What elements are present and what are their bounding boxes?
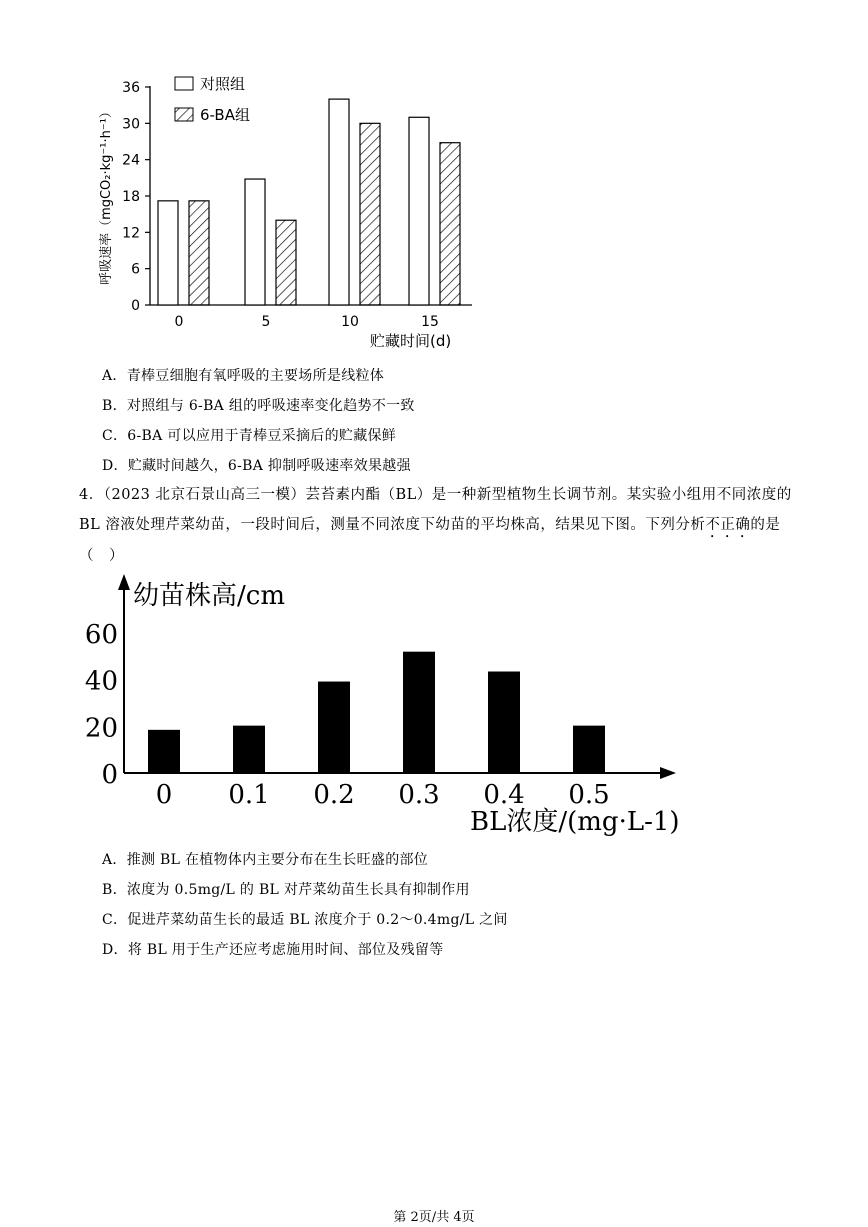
respiration-chart-ylabel: 呼吸速率（mgCO₂·kg⁻¹·h⁻¹） [99,105,114,285]
seedling-bar [233,726,265,773]
seedling-chart-xlabel: BL浓度/(mg·L-1) [470,807,680,837]
seedling-xtick-label: 0.2 [313,780,355,810]
respiration-xtick-label: 10 [341,314,359,330]
respiration-xtick-label: 5 [261,314,271,330]
seedling-ytick-label: 40 [84,666,118,697]
seedling-bar [488,672,520,774]
seedling-bar [148,730,180,773]
seedling-ytick-label: 0 [101,760,118,790]
seedling-bar [403,652,435,773]
seedling-xtick-label: 0 [155,780,173,810]
seedling-bar [318,682,350,773]
seedling-ytick-label: 60 [84,620,118,650]
seedling-xtick-label: 0.1 [228,780,270,810]
q4-option-b: B．浓度为 0.5mg/L 的 BL 对芹菜幼苗生长具有抑制作用 [102,882,470,898]
respiration-ytick-label: 6 [131,261,140,278]
q4-stem-emphasis: 不正确 [705,517,751,533]
respiration-chart-xlabel: 贮藏时间(d) [370,332,452,350]
respiration-ytick-label: 18 [122,189,140,205]
page-footer: 第 2页/共 4页 [393,1210,475,1225]
q4-option-c: C．促进芹菜幼苗生长的最适 BL 浓度介于 0.2～0.4mg/L 之间 [102,912,508,928]
q3-option-d: D．贮藏时间越久，6-BA 抑制呼吸速率效果越强 [102,458,411,474]
q3-option-c: C．6-BA 可以应用于青棒豆采摘后的贮藏保鲜 [102,428,397,444]
q4-option-d: D．将 BL 用于生产还应考虑施用时间、部位及残留等 [102,942,444,958]
seedling-xtick-label: 0.4 [483,780,525,810]
seedling-xtick-label: 0.3 [398,780,440,810]
seedling-xtick-label: 0.5 [568,780,610,810]
q3-option-a: A．青棒豆细胞有氧呼吸的主要场所是线粒体 [102,368,385,384]
q4-stem-end: 的是 [750,517,781,533]
respiration-ytick-label: 0 [131,298,140,314]
legend-label-control: 对照组 [200,75,246,93]
respiration-xtick-label: 15 [421,314,439,330]
respiration-xtick-label: 0 [174,314,184,330]
respiration-ytick-label: 12 [122,225,140,242]
q4-option-a: A．推测 BL 在植物体内主要分布在生长旺盛的部位 [102,852,429,868]
respiration-ytick-label: 36 [122,80,140,96]
respiration-ytick-label: 30 [122,116,140,133]
seedling-chart-ylabel: 幼苗株高/cm [133,581,285,611]
q4-stem-text: 4．（2023 北京石景山高三一模）芸苔素内酯（BL）是一种新型植物生长调节剂。某实验小组用不同浓度的 BL 溶液处理芹菜幼苗，一段时间后，测量不同浓度下幼苗的平均株高，结果见下图。下列分析 [79,487,792,533]
q4-answer-blank: （ ） [79,548,124,564]
seedling-ytick-label: 20 [84,713,118,744]
q3-option-b: B．对照组与 6-BA 组的呼吸速率变化趋势不一致 [102,398,415,414]
legend-label-6ba: 6-BA组 [200,106,250,124]
respiration-ytick-label: 24 [122,152,140,169]
seedling-bar [573,726,605,773]
